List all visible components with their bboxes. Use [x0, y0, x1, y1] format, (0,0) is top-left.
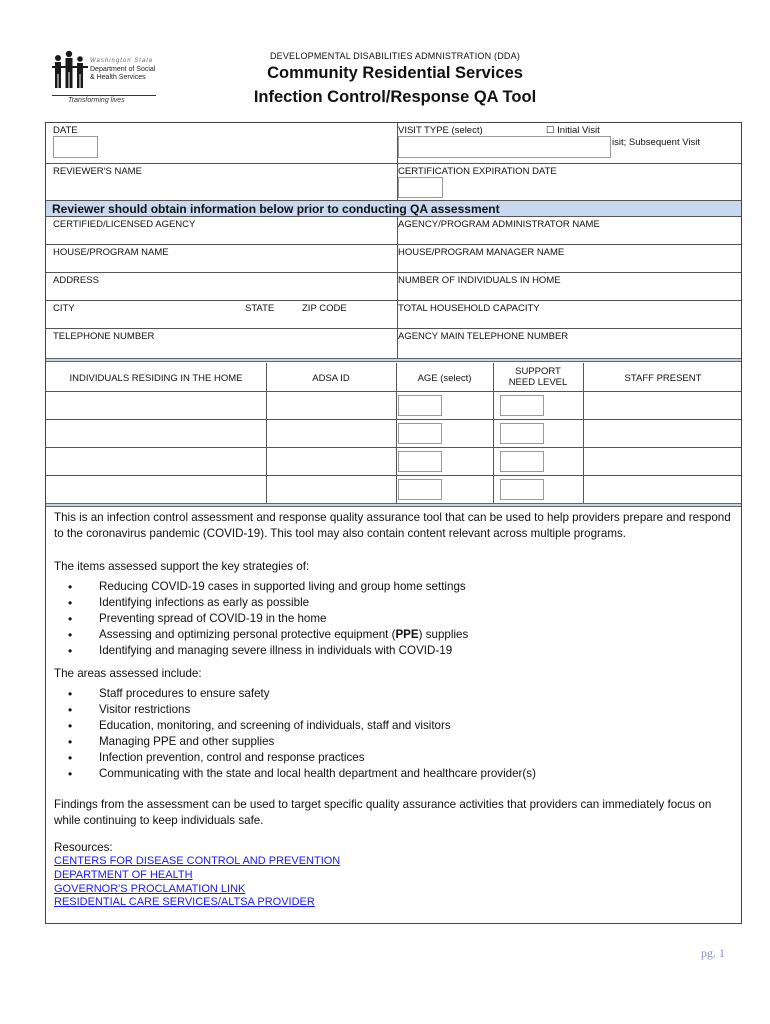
- col-header-support-level: [493, 366, 583, 388]
- house-name-label: HOUSE/PROGRAM NAME: [53, 247, 169, 258]
- list-item: • Preventing spread of COVID-19 in the home: [68, 611, 468, 627]
- support-level-select[interactable]: [500, 395, 544, 416]
- governor-proclamation-link[interactable]: GOVERNOR'S PROCLAMATION LINK: [54, 882, 246, 895]
- row-divider: [46, 244, 741, 245]
- qa-form: [45, 122, 742, 924]
- col-header-staff-present: STAFF PRESENT: [624, 373, 702, 384]
- list-item: • Visitor restrictions: [68, 702, 536, 718]
- header-subtitle: DEVELOPMENTAL DISABILITIES ADMNISTRATION (DDA): [269, 51, 521, 61]
- support-header-line1: SUPPORT: [515, 366, 561, 377]
- list-item: • Reducing COVID-19 cases in supported living and group home settings: [68, 579, 468, 595]
- list-item: • Communicating with the state and local health department and healthcare provider(s): [68, 766, 536, 782]
- strategies-list: [68, 579, 468, 659]
- visit-subsequent-option[interactable]: isit; Subsequent Visit: [612, 137, 701, 148]
- support-header-line2: NEED LEVEL: [508, 377, 568, 388]
- table-header-divider: [46, 391, 741, 392]
- cert-expiration-label: CERTIFICATION EXPIRATION DATE: [398, 166, 557, 177]
- age-select[interactable]: [398, 479, 442, 500]
- agency-phone-label: AGENCY MAIN TELEPHONE NUMBER: [398, 331, 569, 342]
- list-item: • Education, monitoring, and screening of individuals, staff and visitors: [68, 718, 536, 734]
- ppe-item-bold: PPE: [395, 628, 419, 641]
- house-manager-label: HOUSE/PROGRAM MANAGER NAME: [398, 247, 565, 258]
- visit-initial-option[interactable]: ☐ Initial Visit: [546, 125, 600, 136]
- age-select[interactable]: [398, 423, 442, 444]
- logo-services-text: & Health Services: [90, 74, 146, 81]
- row-divider: [46, 163, 741, 164]
- column-divider: [397, 123, 398, 359]
- agency-admin-label: AGENCY/PROGRAM ADMINISTRATOR NAME: [398, 219, 600, 230]
- support-level-select[interactable]: [500, 479, 544, 500]
- cert-expiration-field[interactable]: [398, 177, 443, 198]
- resource-links: [54, 855, 340, 910]
- col-header-adsa-id: ADSA ID: [312, 373, 350, 384]
- city-label: CITY: [53, 303, 75, 314]
- age-select[interactable]: [398, 395, 442, 416]
- page-title-line2: Infection Control/Response QA Tool: [253, 88, 537, 106]
- row-divider: [46, 300, 741, 301]
- page-title-line1: Community Residential Services: [267, 64, 523, 82]
- support-level-select[interactable]: [500, 423, 544, 444]
- list-item: • Infection prevention, control and response practices: [68, 750, 536, 766]
- list-item: • Staff procedures to ensure safety: [68, 686, 536, 702]
- areas-intro: The areas assessed include:: [54, 667, 202, 680]
- section-heading: Reviewer should obtain information below prior to conducting QA assessment: [52, 202, 500, 216]
- logo-tagline: Transforming lives: [68, 97, 125, 104]
- ppe-item-suffix: ) supplies: [418, 628, 469, 641]
- strategies-intro: The items assessed support the key strategies of:: [54, 560, 310, 573]
- age-select[interactable]: [398, 451, 442, 472]
- doh-link[interactable]: DEPARTMENT OF HEALTH: [54, 868, 193, 881]
- list-item: • Identifying and managing severe illness in individuals with COVID-19: [68, 643, 468, 659]
- intro-paragraph: This is an infection control assessment and response quality assurance tool that can be used to help providers prepare and respond to the coronavirus pandemic (COVID-19). This tool may also contain content relevant across multiple programs.: [54, 511, 731, 540]
- cdc-link[interactable]: CENTERS FOR DISEASE CONTROL AND PREVENTION: [54, 855, 341, 867]
- areas-list: [68, 686, 536, 782]
- findings-paragraph: Findings from the assessment can be used to target specific quality assurance activities that providers can immediately focus on while continuing to keep individuals safe.: [54, 798, 712, 827]
- state-label: STATE: [245, 303, 275, 314]
- table-row-divider: [46, 447, 741, 448]
- num-individuals-label: NUMBER OF INDIVIDUALS IN HOME: [398, 275, 561, 286]
- telephone-label: TELEPHONE NUMBER: [53, 331, 155, 342]
- date-field[interactable]: [53, 136, 98, 158]
- rcs-altsa-link[interactable]: RESIDENTIAL CARE SERVICES/ALTSA PROVIDER: [54, 896, 315, 909]
- household-capacity-label: TOTAL HOUSEHOLD CAPACITY: [398, 303, 540, 314]
- visit-type-select[interactable]: [398, 136, 611, 158]
- table-row-divider: [46, 419, 741, 420]
- reviewer-name-label: REVIEWER'S NAME: [53, 166, 142, 177]
- table-column-divider: [583, 363, 584, 504]
- page-number: pg. 1: [701, 946, 725, 960]
- support-level-select[interactable]: [500, 451, 544, 472]
- ppe-item-prefix: Assessing and optimizing personal protective equipment (: [99, 628, 396, 641]
- table-column-divider: [266, 363, 267, 504]
- row-divider: [46, 328, 741, 329]
- table-column-divider: [396, 363, 397, 504]
- col-header-individuals: INDIVIDUALS RESIDING IN THE HOME: [69, 373, 243, 384]
- section-divider: [46, 358, 741, 362]
- agency-label: CERTIFIED/LICENSED AGENCY: [53, 219, 196, 230]
- row-divider: [46, 272, 741, 273]
- address-label: ADDRESS: [53, 275, 99, 286]
- section-heading-band: [46, 200, 741, 217]
- table-row-divider: [46, 475, 741, 476]
- zip-code-label: ZIP CODE: [302, 303, 347, 314]
- date-label: DATE: [53, 125, 78, 136]
- logo-department-text: Department of Social: [90, 65, 156, 73]
- section-divider: [46, 503, 741, 507]
- list-item: [68, 627, 468, 643]
- resources-label: Resources:: [54, 841, 113, 854]
- list-item: • Identifying infections as early as possible: [68, 595, 468, 611]
- list-item: • Managing PPE and other supplies: [68, 734, 536, 750]
- logo-state-text: Washington State: [90, 58, 154, 64]
- visit-type-label: VISIT TYPE (select): [398, 125, 483, 136]
- col-header-age: AGE (select): [417, 373, 472, 384]
